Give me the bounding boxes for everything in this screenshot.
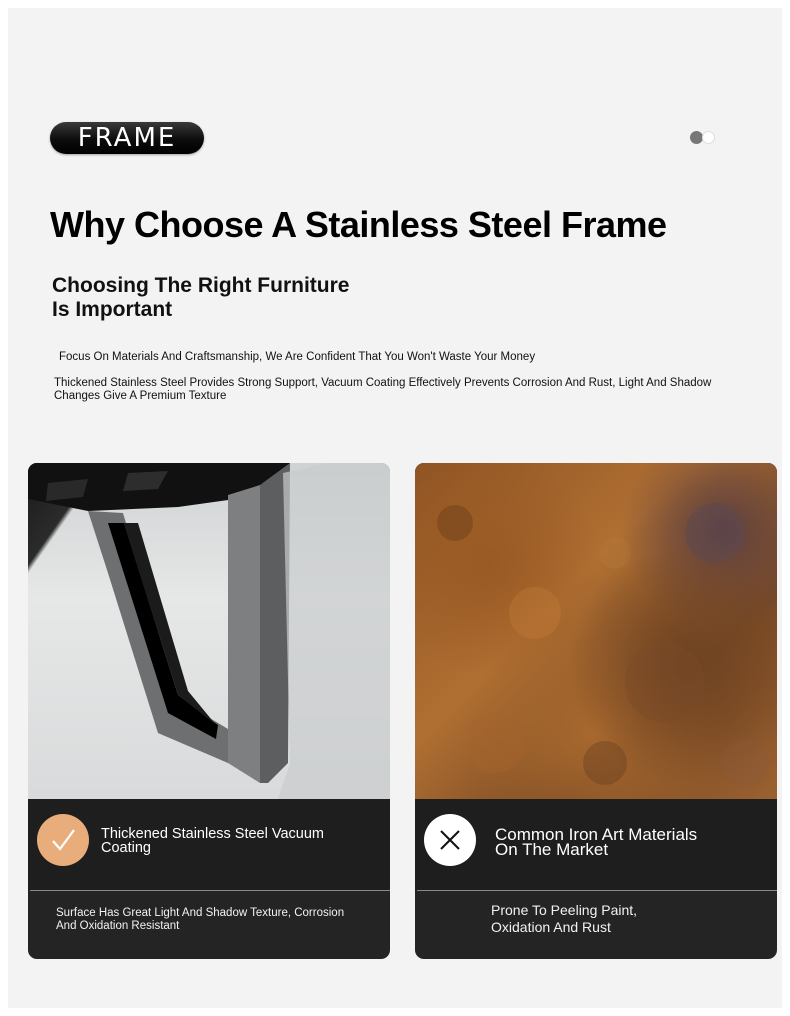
cross-icon — [424, 814, 476, 866]
page-background — [8, 8, 782, 1008]
rusted-iron-photo — [415, 463, 777, 799]
check-icon — [37, 814, 89, 866]
card-title-line-2: On The Market — [495, 840, 609, 859]
page-title: Why Choose A Stainless Steel Frame — [50, 204, 667, 245]
section-subtitle — [52, 274, 349, 322]
steel-frame-illustration — [28, 463, 390, 799]
card-desc-line-1: Surface Has Great Light And Shadow Texture, Corrosion — [56, 907, 345, 919]
frame-badge — [50, 122, 204, 154]
card-title — [101, 827, 324, 855]
frame-badge-label: FRAME — [77, 123, 177, 153]
description-text: Thickened Stainless Steel Provides Strong Support, Vacuum Coating Effectively Prevents Corrosion And Rust, Light And Shadow Changes Give A Premium Texture — [54, 377, 712, 402]
caption-divider — [30, 890, 390, 891]
carousel-dot[interactable] — [702, 131, 715, 144]
card-title-line-2: Coating — [101, 840, 151, 856]
subtitle-line-2: Is Important — [52, 298, 173, 321]
rust-texture — [415, 463, 777, 801]
stainless-steel-card — [28, 463, 390, 959]
card-title — [495, 827, 697, 857]
card-title-line-1: Common Iron Art Materials — [495, 825, 698, 844]
focus-text: Focus On Materials And Craftsmanship, We Are Confident That You Won't Waste Your Money — [59, 351, 536, 363]
stainless-steel-frame-photo — [28, 463, 390, 799]
carousel-indicator[interactable] — [690, 131, 715, 144]
card-desc-line-2: Oxidation And Rust — [491, 919, 611, 935]
card-desc-line-1: Prone To Peeling Paint, — [491, 902, 638, 918]
card-description — [56, 907, 344, 933]
card-description — [491, 902, 637, 936]
iron-art-card — [415, 463, 777, 959]
card-title-line-1: Thickened Stainless Steel Vacuum — [101, 826, 324, 842]
subtitle-line-1: Choosing The Right Furniture — [52, 274, 350, 297]
caption-divider — [417, 890, 777, 891]
card-desc-line-2: And Oxidation Resistant — [56, 920, 180, 932]
